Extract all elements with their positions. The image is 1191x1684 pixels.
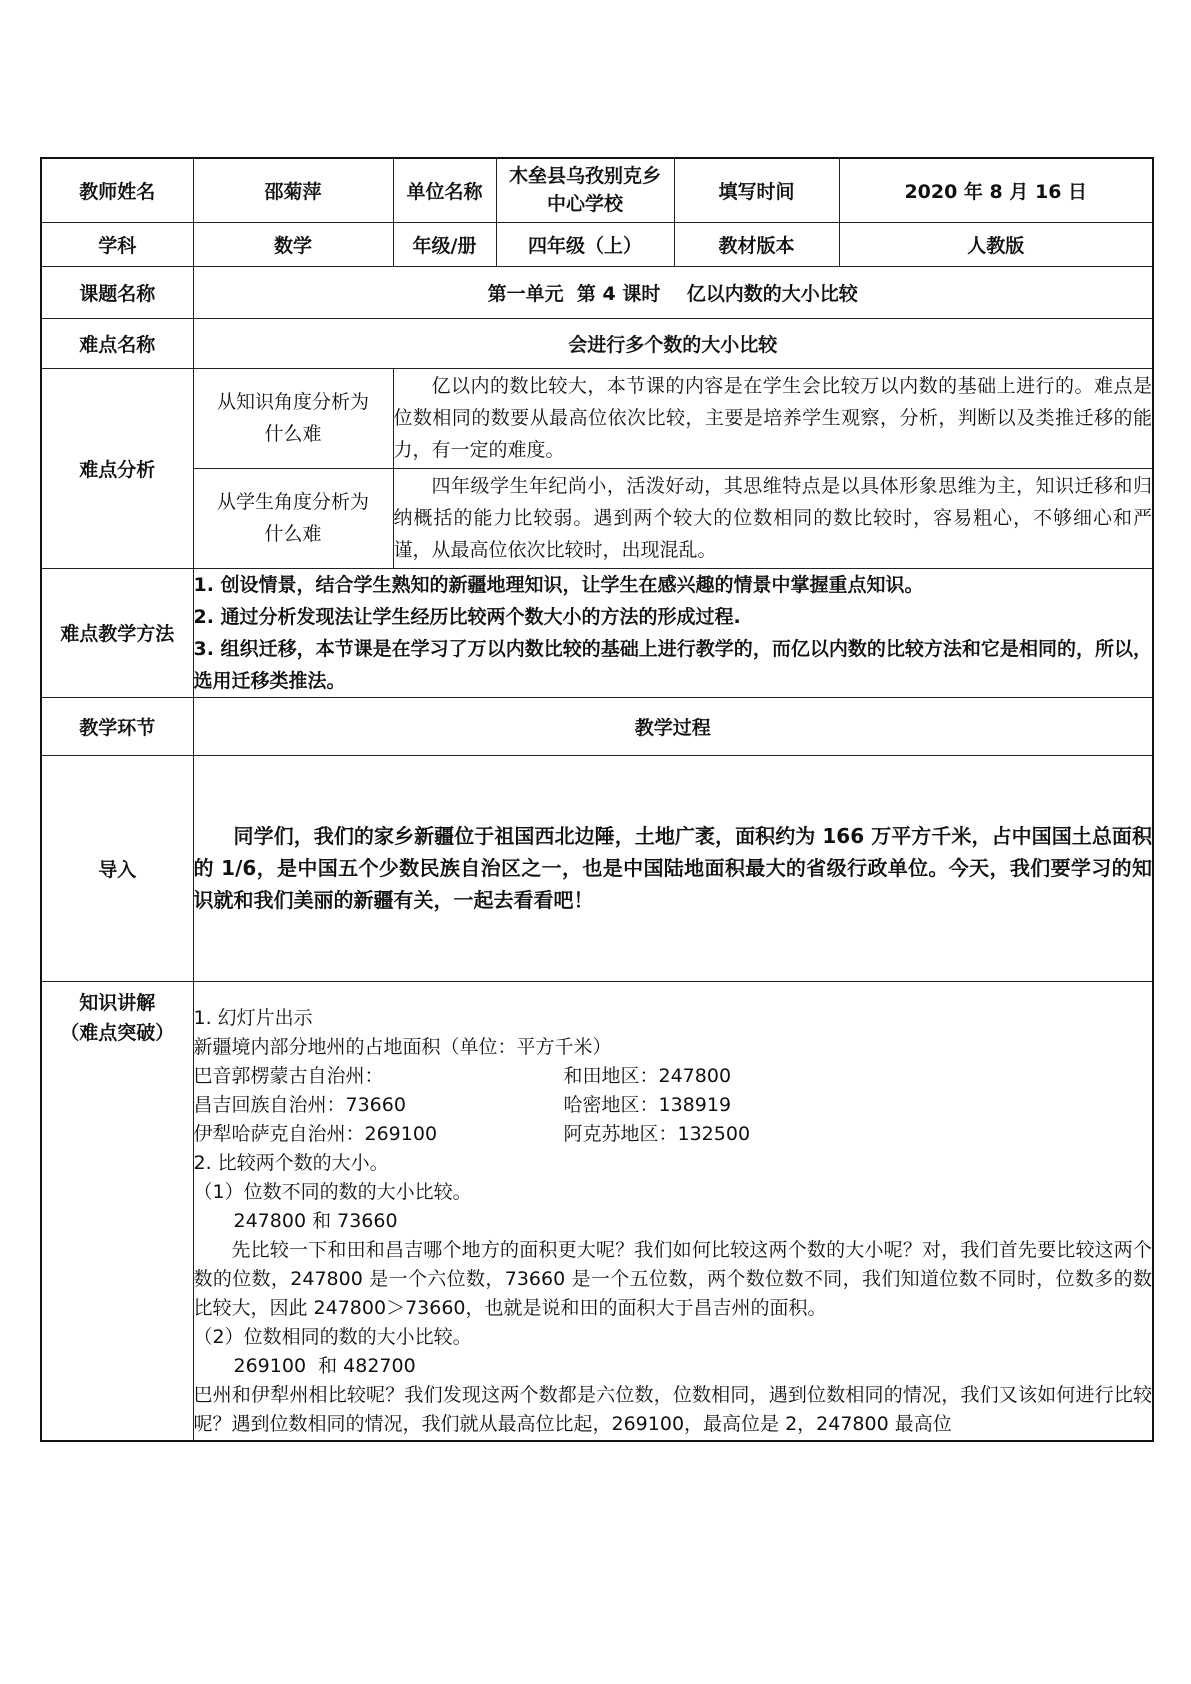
method-item-2: 2. 通过分析发现法让学生经历比较两个数大小的方法的形成过程.	[193, 605, 741, 628]
topic-label: 课题名称	[41, 266, 193, 318]
methods-row	[41, 568, 1153, 697]
knowledge-line-compare: 2. 比较两个数的大小。	[193, 1151, 389, 1174]
knowledge-angle-label-line1: 从知识角度分析为	[216, 391, 369, 413]
teacher-value: 邵菊萍	[193, 158, 393, 222]
area-hami: 哈密地区：138919	[563, 1093, 732, 1116]
unit-value	[496, 158, 674, 222]
knowledge-label-line2: （难点突破）	[60, 1021, 175, 1044]
unit-label: 单位名称	[393, 158, 496, 222]
knowledge-line-diff-digits: （1）位数不同的数的大小比较。	[193, 1180, 472, 1203]
teacher-label: 教师姓名	[41, 158, 193, 222]
knowledge-row	[41, 981, 1153, 1441]
methods-label: 难点教学方法	[41, 568, 193, 697]
analysis-row-knowledge	[41, 368, 1153, 468]
student-angle-label	[193, 468, 393, 568]
area-hotan: 和田地区：247800	[563, 1064, 732, 1087]
difficulty-label: 难点名称	[41, 318, 193, 368]
knowledge-line-same-digits: （2）位数相同的数的大小比较。	[193, 1325, 472, 1348]
topic-value: 第一单元 第 4 课时 亿以内数的大小比较	[193, 266, 1153, 318]
info-row-2	[41, 222, 1153, 266]
unit-value-line1: 木垒县乌孜别克乡	[508, 165, 661, 188]
difficulty-row	[41, 318, 1153, 368]
subject-label: 学科	[41, 222, 193, 266]
edition-value: 人教版	[839, 222, 1153, 266]
student-angle-label-line1: 从学生角度分析为	[216, 491, 369, 513]
date-value: 2020 年 8 月 16 日	[839, 158, 1153, 222]
grade-value: 四年级（上）	[496, 222, 674, 266]
knowledge-angle-label	[193, 368, 393, 468]
student-angle-text: 四年级学生年纪尚小，活泼好动，其思维特点是以具体形象思维为主，知识迁移和归纳概括的能力比较弱。遇到两个较大的位数相同的数比较时，容易粗心，不够细心和严谨，从最高位依次比较时，出现混乱。	[393, 468, 1153, 568]
student-angle-label-line2: 什么难	[264, 523, 322, 545]
area-row-1	[194, 1062, 1153, 1091]
knowledge-label-line1: 知识讲解	[79, 991, 156, 1014]
lesson-plan-table	[40, 157, 1154, 1442]
process-section-label: 教学环节	[41, 697, 193, 755]
area-row-2	[194, 1091, 1153, 1120]
analysis-row-student	[41, 468, 1153, 568]
method-item-1: 1. 创设情景，结合学生熟知的新疆地理知识，让学生在感兴趣的情景中掌握重点知识。	[193, 573, 924, 596]
method-item-3: 3. 组织迁移，本节课是在学习了万以内数比较的基础上进行教学的，而亿以内数的比较方法和它是相同的，所以，选用迁移类推法。	[193, 637, 1152, 692]
process-column-label: 教学过程	[193, 697, 1153, 755]
knowledge-label	[41, 981, 193, 1441]
knowledge-angle-text: 亿以内的数比较大，本节课的内容是在学生会比较万以内数的基础上进行的。难点是位数相同的数要从最高位依次比较，主要是培养学生观察，分析，判断以及类推迁移的能力，有一定的难度。	[393, 368, 1153, 468]
knowledge-line-pair-2: 269100 和 482700	[233, 1354, 416, 1377]
methods-list	[193, 568, 1153, 697]
analysis-label: 难点分析	[41, 368, 193, 568]
knowledge-line-slide: 1. 幻灯片出示	[193, 1006, 313, 1029]
knowledge-line-pair-1: 247800 和 73660	[233, 1209, 398, 1232]
knowledge-line-explain-1: 先比较一下和田和昌吉哪个地方的面积更大呢？我们如何比较这两个数的大小呢？对，我们首先要比较这两个数的位数，247800 是一个六位数，73660 是一个五位数，两个数位数不同，我们知道位数不同时，位数多的数比较大，因此 247800＞73660，也就是说和田的面积大于昌吉州的面积。	[193, 1238, 1152, 1319]
area-ili: 伊犁哈萨克自治州：269100	[193, 1122, 438, 1145]
area-changji: 昌吉回族自治州：73660	[193, 1093, 406, 1116]
process-header-row	[41, 697, 1153, 755]
grade-label: 年级/册	[393, 222, 496, 266]
topic-row	[41, 266, 1153, 318]
info-row-1	[41, 158, 1153, 222]
area-row-3	[194, 1120, 1153, 1149]
subject-value: 数学	[193, 222, 393, 266]
area-aksu: 阿克苏地区：132500	[563, 1122, 751, 1145]
knowledge-content	[193, 981, 1153, 1441]
intro-label: 导入	[41, 755, 193, 981]
edition-label: 教材版本	[674, 222, 839, 266]
unit-value-line2: 中心学校	[546, 193, 623, 216]
date-label: 填写时间	[674, 158, 839, 222]
intro-row	[41, 755, 1153, 981]
area-bayingol: 巴音郭楞蒙古自治州：	[193, 1064, 384, 1087]
knowledge-line-area-title: 新疆境内部分地州的占地面积（单位：平方千米）	[193, 1035, 612, 1058]
intro-text: 同学们，我们的家乡新疆位于祖国西北边陲，土地广袤，面积约为 166 万平方千米，占中国国土总面积的 1/6，是中国五个少数民族自治区之一，也是中国陆地面积最大的省级行政单位。今天，我们要学习的知识就和我们美丽的新疆有关，一起去看看吧！	[193, 755, 1153, 981]
knowledge-angle-label-line2: 什么难	[264, 423, 322, 445]
difficulty-value: 会进行多个数的大小比较	[193, 318, 1153, 368]
knowledge-line-explain-2: 巴州和伊犁州相比较呢？我们发现这两个数都是六位数，位数相同，遇到位数相同的情况，我们又该如何进行比较呢？遇到位数相同的情况，我们就从最高位比起，269100，最高位是 2，247800 最高位	[193, 1383, 1152, 1435]
